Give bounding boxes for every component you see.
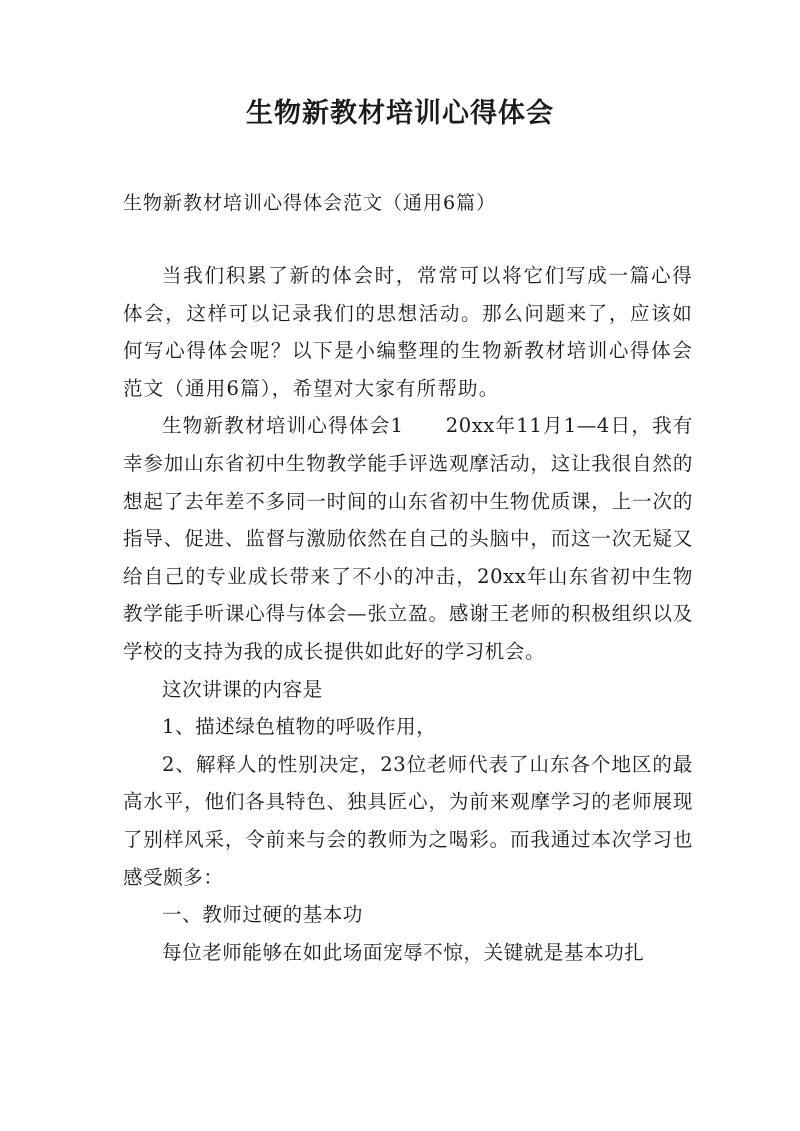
paragraph-section-heading: 一、教师过硬的基本功 [162, 903, 364, 927]
document-subtitle: 生物新教材培训心得体会范文（通用6篇） [123, 192, 497, 214]
paragraph-section-text: 每位老师能够在如此场面宠辱不惊，关键就是基本功扎 [162, 940, 645, 964]
paragraph-intro: 当我们积累了新的体会时，常常可以将它们写成一篇心得体会，这样可以记录我们的思想活动。那么问题来了，应该如何写心得体会呢？以下是小编整理的生物新教材培训心得体会范文（通用6篇），希望对大家有所帮助。 [123, 264, 693, 400]
paragraph-item-2: 2、解释人的性别决定，23位老师代表了山东各个地区的最高水平，他们各具特色、独具匠心，为前来观摩学习的老师展现了别样风采，令前来与会的教师为之喝彩。而我通过本次学习也感受颇多： [123, 752, 693, 889]
document-body [123, 257, 693, 971]
document-title: 生物新教材培训心得体会 [246, 98, 554, 129]
paragraph-lecture-content: 这次讲课的内容是 [162, 677, 323, 701]
paragraph-essay-1: 生物新教材培训心得体会1 20xx年11月1—4日，我有幸参加山东省初中生物教学能手评选观摩活动，这让我很自然的想起了去年差不多同一时间的山东省初中生物优质课，上一次的指导、促进、监督与激励依然在自己的头脑中，而这一次无疑又给自己的专业成长带来了不小的冲击，20xx年山东省初中生物教学能手听课心得与体会—张立盈。感谢王老师的积极组织以及学校的支持为我的成长提供如此好的学习机会。 [123, 414, 693, 663]
paragraph-item-1: 1、描述绿色植物的呼吸作用， [162, 715, 437, 739]
